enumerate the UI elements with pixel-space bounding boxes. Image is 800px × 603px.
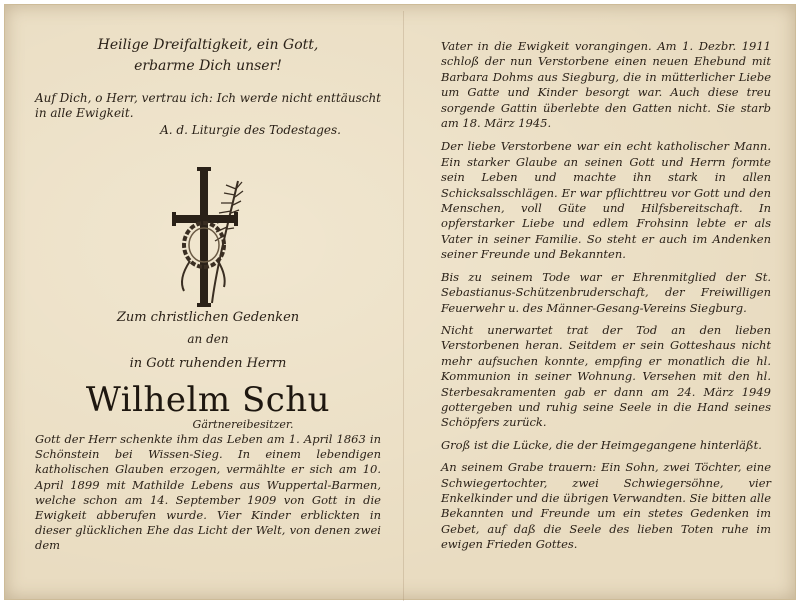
paragraph: Bis zu seinem Tode war er Ehrenmitglied der St. Sebastianus-Schützenbruderschaft, der Freiwilligen Feuerwehr u. des Männer-Gesang-Vereins Siegburg. (441, 269, 771, 315)
paragraph: Vater in die Ewigkeit vorangingen. Am 1. Dezbr. 1911 schloß der nun Verstorbene einen neuen Ehebund mit Barbara Dohms aus Siegburg, die in mütterlicher Liebe um Gatte und Kinder besorgt war. Auch diese treu sorgende Gattin überlebte den Gatten nicht. Sie starb am 18. März 1945. (441, 39, 771, 131)
biography-text: Gott der Herr schenkte ihm das Leben am 1. April 1863 in Schönstein bei Wissen-Sieg. In einem lebendigen katholischen Glauben erzogen, vermählte er sich am 10. April 1899 mit Mathilde Lebens aus Wuppertal-Barmen, welche schon am 14. September 1909 von Gott in die Ewigkeit abberufen wurde. Vier Kinder erblickten in dieser glücklichen Ehe das Licht der Welt, von denen zwei dem (35, 432, 381, 553)
motto-text: Auf Dich, o Herr, vertrau ich: Ich werde nicht enttäuscht in alle Ewigkeit. (35, 91, 381, 120)
right-column (441, 39, 771, 560)
invocation (35, 35, 381, 77)
motto-source: A. d. Liturgie des Todestages. (160, 123, 341, 137)
memorial-card (4, 4, 796, 600)
memorial-line-2: an den (187, 332, 229, 346)
memorial-heading (35, 308, 381, 432)
cross-with-wreath-and-palm-icon (168, 161, 248, 311)
paragraph: Der liebe Verstorbene war ein echt katholischer Mann. Ein starker Glaube an seinen Gott und Herrn formte sein Leben und machte ihn stark in allen Schicksalsschlägen. Er war pflichttreu vor Gott und den Menschen, voll Güte und Hilfsbereitschaft. In opferstarker Liebe und edlem Frohsinn lebte er als Vater in seiner Familie. So steht er auch im Andenken seiner Freunde und Bekannten. (441, 139, 771, 262)
paragraph: Nicht unerwartet trat der Tod an den lieben Verstorbenen heran. Seitdem er sein Gotteshaus nicht mehr aufsuchen konnte, empfing er monatlich die hl. Kommunion in seiner Wohnung. Versehen mit den hl. Sterbesakramenten gab er dann am 24. März 1949 gottergeben und ruhig seine Seele in die Hand seines Schöpfers zurück. (441, 322, 771, 430)
paragraph: Groß ist die Lücke, die der Heimgegangene hinterläßt. (441, 437, 762, 452)
memorial-line-1: Zum christlichen Gedenken (116, 310, 300, 325)
paragraph: An seinem Grabe trauern: Ein Sohn, zwei Töchter, eine Schwiegertochter, zwei Schwiegersöhne, vier Enkelkinder und die übrigen Verwandten. Sie bitten alle Bekannten und Freunde um ein stetes Gedenken im Gebet, auf daß die Seele des lieben Toten ruhe im ewigen Frieden Gottes. (441, 460, 771, 552)
invocation-line-2: erbarme Dich unser! (134, 58, 282, 74)
deceased-name: Wilhelm Schu (85, 380, 331, 420)
profession: Gärtnereibesitzer. (192, 418, 294, 431)
memorial-line-3: in Gott ruhenden Herrn (129, 356, 287, 371)
left-column (35, 35, 381, 553)
center-fold (403, 11, 404, 601)
invocation-line-1: Heilige Dreifaltigkeit, ein Gott, (97, 37, 319, 53)
